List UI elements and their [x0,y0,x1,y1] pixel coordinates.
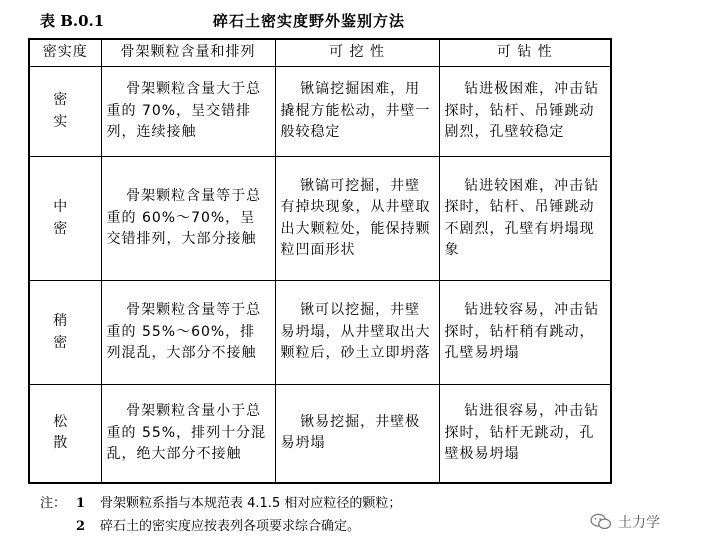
skeleton-cell: 骨架颗粒含量等于总重的 60%～70%，呈交错排列，大部分接触 [101,157,275,281]
density-table [28,38,612,484]
header-excavate: 可 挖 性 [275,39,439,67]
note-text: 骨架颗粒系指与本规范表 4.1.5 相对应粒径的颗粒； [100,496,402,511]
note-text: 碎石土的密实度应按表列各项要求综合确定。 [100,519,361,534]
table-number: 表 B.0.1 [40,12,105,30]
note-item [40,492,401,515]
note-number: 1 [76,496,86,511]
wechat-icon [590,513,612,531]
density-cell: 中 密 [29,157,101,281]
excavate-cell: 锹可以挖掘，井壁易坍塌，从井壁取出大颗粒后，砂土立即坍落 [275,281,439,385]
header-row [29,39,611,67]
table-row [29,385,611,483]
note-item [40,515,401,538]
drill-cell: 钻进较容易，冲击钻探时，钻杆稍有跳动，孔壁易坍塌 [439,281,611,385]
table-row [29,157,611,281]
watermark [590,512,660,532]
excavate-cell: 锹易挖掘，井壁极易坍塌 [275,385,439,483]
drill-cell: 钻进极困难，冲击钻探时，钻杆、吊锤跳动剧烈，孔壁较稳定 [439,67,611,157]
drill-cell: 钻进较困难，冲击钻探时，钻杆、吊锤跳动不剧烈，孔壁有坍塌现象 [439,157,611,281]
drill-cell: 钻进很容易，冲击钻探时，钻杆无跳动，孔壁极易坍塌 [439,385,611,483]
header-drill: 可 钻 性 [439,39,611,67]
header-skeleton: 骨架颗粒含量和排列 [101,39,275,67]
watermark-text: 土力学 [618,515,660,531]
density-cell: 密 实 [29,67,101,157]
notes-label: 注： [40,496,67,511]
table-row [29,281,611,385]
density-cell: 松 散 [29,385,101,483]
density-cell: 稍 密 [29,281,101,385]
table-title: 碎石土密实度野外鉴别方法 [213,12,406,30]
note-number: 2 [76,519,86,534]
skeleton-cell: 骨架颗粒含量大于总重的 70%，呈交错排列，连续接触 [101,67,275,157]
skeleton-cell: 骨架颗粒含量等于总重的 55%～60%，排列混乱，大部分不接触 [101,281,275,385]
excavate-cell: 锹镐可挖掘，井壁有掉块现象，从井壁取出大颗粒处，能保持颗粒凹面形状 [275,157,439,281]
skeleton-cell: 骨架颗粒含量小于总重的 55%，排列十分混乱，绝大部分不接触 [101,385,275,483]
title-row [0,10,705,34]
header-density: 密实度 [29,39,101,67]
excavate-cell: 锹镐挖掘困难，用撬棍方能松动，井壁一般较稳定 [275,67,439,157]
notes [40,492,401,538]
table-row [29,67,611,157]
